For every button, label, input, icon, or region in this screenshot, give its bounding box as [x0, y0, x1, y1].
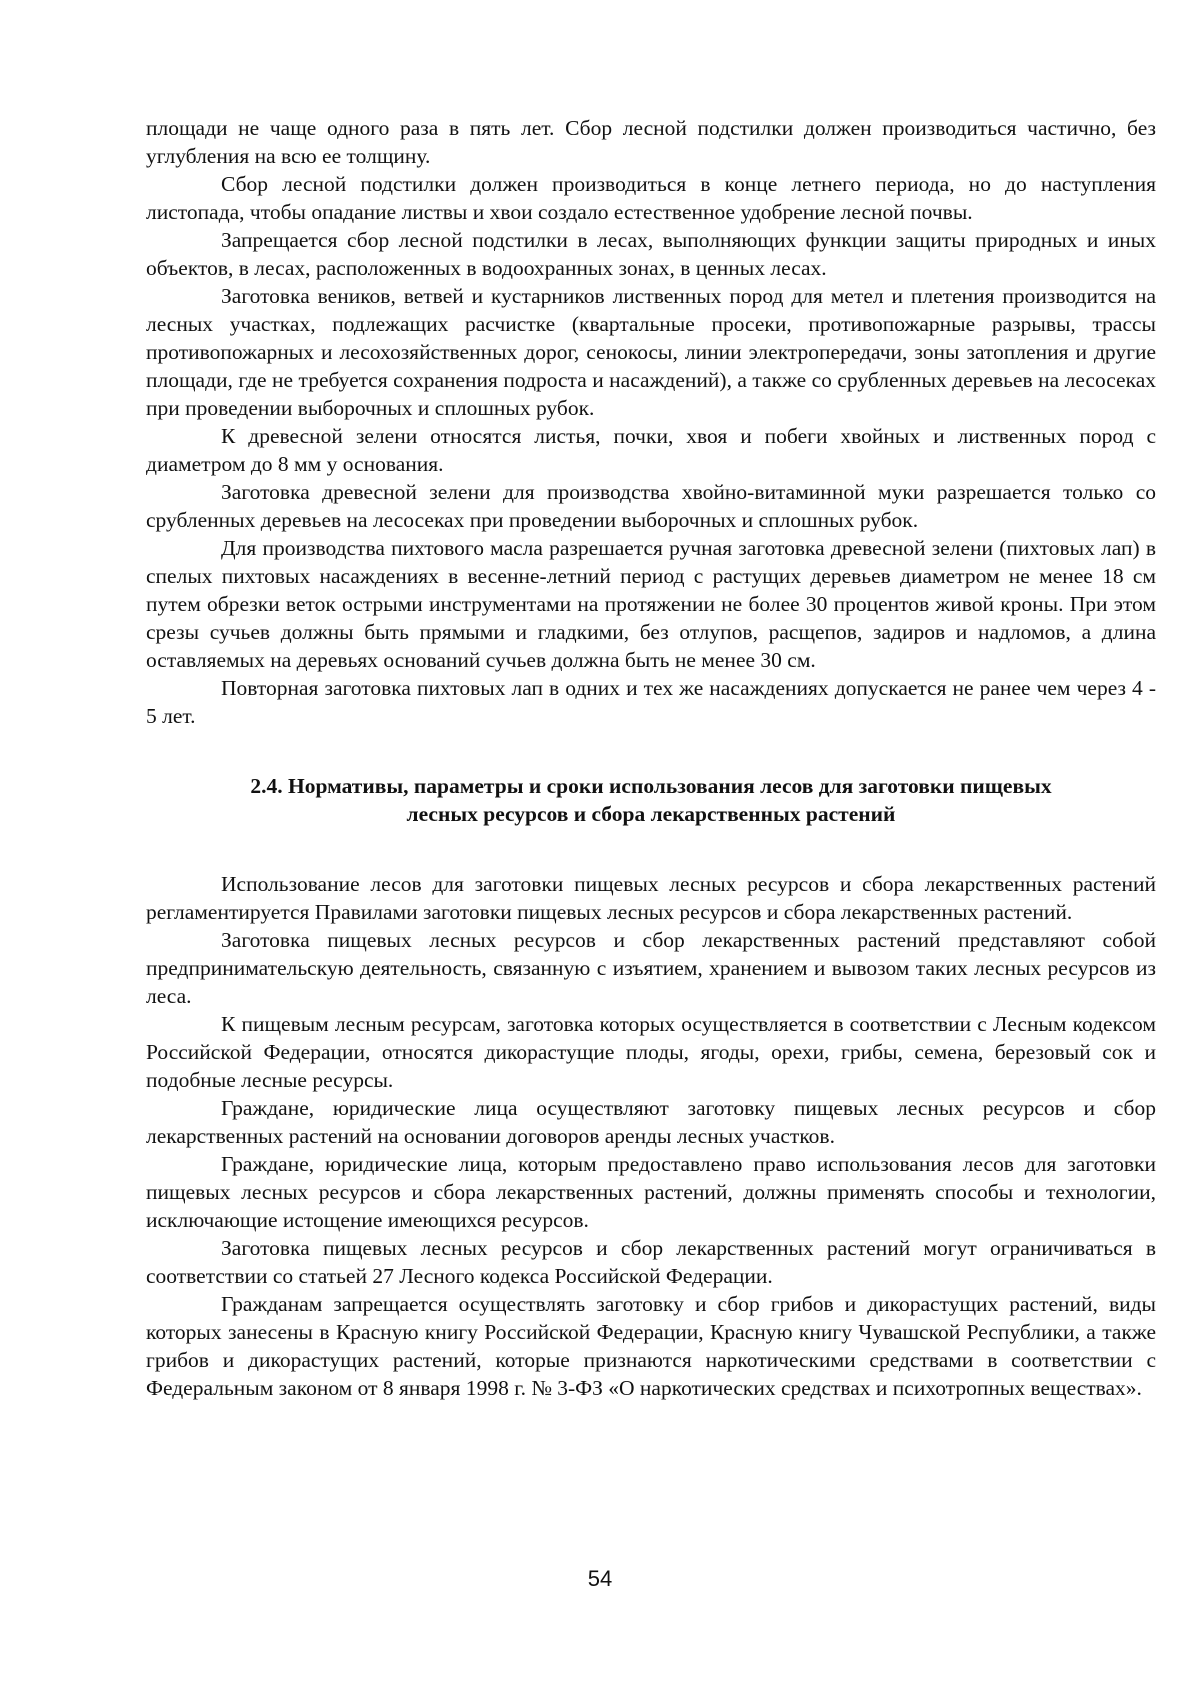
paragraph: Заготовка пищевых лесных ресурсов и сбор лекарственных растений представляют собой предпринимательскую деятельность, связанную с изъятием, хранением и вывозом таких лесных ресурсов из леса. — [146, 928, 1156, 1008]
section-heading-line1: 2.4. Нормативы, параметры и сроки использования лесов для заготовки пищевых — [250, 774, 1052, 798]
paragraph: Сбор лесной подстилки должен производиться в конце летнего периода, но до наступления листопада, чтобы опадание листвы и хвои создало естественное удобрение лесной почвы. — [146, 172, 1156, 224]
section-heading-line2: лесных ресурсов и сбора лекарственных растений — [406, 802, 896, 826]
paragraph: Запрещается сбор лесной подстилки в лесах, выполняющих функции защиты природных и иных объектов, в лесах, расположенных в водоохранных зонах, в ценных лесах. — [146, 228, 1156, 280]
paragraph: Граждане, юридические лица осуществляют заготовку пищевых лесных ресурсов и сбор лекарственных растений на основании договоров аренды лесных участков. — [146, 1096, 1156, 1148]
paragraph: Заготовка веников, ветвей и кустарников лиственных пород для метел и плетения производится на лесных участках, подлежащих расчистке (квартальные просеки, противопожарные разрывы, трассы противопожарных и лесохозяйственных дорог, сенокосы, линии электропередачи, зоны затопления и другие площади, где не требуется сохранения подроста и насаждений), а также со срубленных деревьев на лесосеках при проведении выборочных и сплошных рубок. — [146, 284, 1156, 420]
paragraph: Граждане, юридические лица, которым предоставлено право использования лесов для заготовки пищевых лесных ресурсов и сбора лекарственных растений, должны применять способы и технологии, исключающие истощение имеющихся ресурсов. — [146, 1152, 1156, 1232]
paragraph: Использование лесов для заготовки пищевых лесных ресурсов и сбора лекарственных растений регламентируется Правилами заготовки пищевых лесных ресурсов и сбора лекарственных растений. — [146, 872, 1156, 924]
paragraph: Заготовка древесной зелени для производства хвойно-витаминной муки разрешается только со срубленных деревьев на лесосеках при проведении выборочных и сплошных рубок. — [146, 480, 1156, 532]
section-heading — [146, 772, 1156, 828]
spacer — [146, 828, 1156, 870]
page-number: 54 — [587, 1566, 613, 1591]
paragraph: Заготовка пищевых лесных ресурсов и сбор лекарственных растений могут ограничиваться в соответствии со статьей 27 Лесного кодекса Российской Федерации. — [146, 1236, 1156, 1288]
paragraph: Для производства пихтового масла разрешается ручная заготовка древесной зелени (пихтовых лап) в спелых пихтовых насаждениях в весенне-летний период с растущих деревьев диаметром не менее 18 см путем обрезки веток острыми инструментами на протяжении не более 30 процентов живой кроны. При этом срезы сучьев должны быть прямыми и гладкими, без отлупов, расщепов, задиров и надломов, а длина оставляемых на деревьях оснований сучьев должна быть не менее 30 см. — [146, 536, 1156, 672]
paragraph: К пищевым лесным ресурсам, заготовка которых осуществляется в соответствии с Лесным кодексом Российской Федерации, относятся дикорастущие плоды, ягоды, орехи, грибы, семена, березовый сок и подобные лесные ресурсы. — [146, 1012, 1156, 1092]
paragraph: К древесной зелени относятся листья, почки, хвоя и побеги хвойных и лиственных пород с диаметром до 8 мм у основания. — [146, 424, 1156, 476]
paragraph: Повторная заготовка пихтовых лап в одних и тех же насаждениях допускается не ранее чем через 4 - 5 лет. — [146, 676, 1156, 728]
paragraph-continuation: площади не чаще одного раза в пять лет. Сбор лесной подстилки должен производиться частично, без углубления на всю ее толщину. — [146, 116, 1156, 168]
paragraph: Гражданам запрещается осуществлять заготовку и сбор грибов и дикорастущих растений, виды которых занесены в Красную книгу Российской Федерации, Красную книгу Чувашской Республики, а также грибов и дикорастущих растений, которые признаются наркотическими средствами в соответствии с Федеральным законом от 8 января 1998 г. № 3-ФЗ «О наркотических средствах и психотропных веществах». — [146, 1292, 1156, 1400]
document-page — [146, 114, 1156, 1402]
